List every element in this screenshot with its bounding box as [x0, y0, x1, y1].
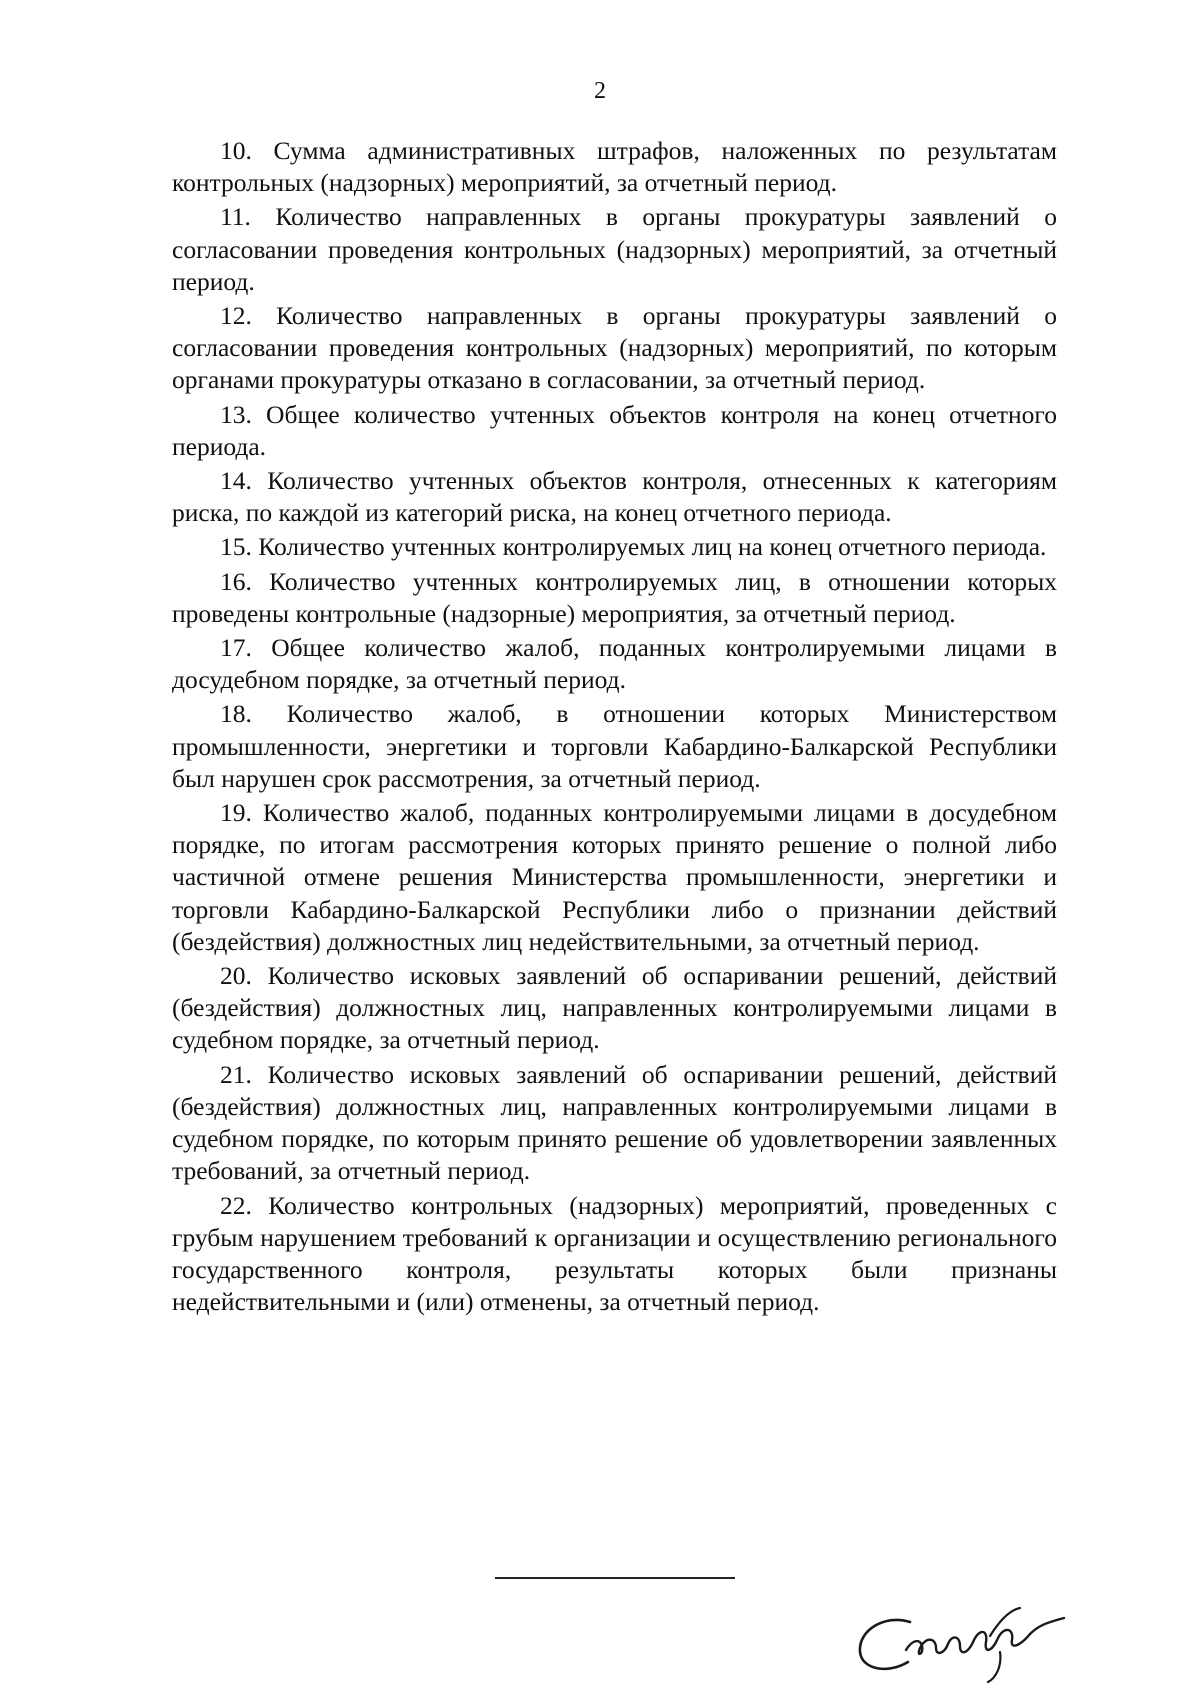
list-item: 15. Количество учтенных контролируемых лиц на конец отчетного периода.	[220, 532, 1047, 562]
list-item: 18. Количество жалоб, в отношении которых Министерством промышленности, энергетики и торговли Кабардино-Балкарской Республики был нарушен срок рассмотрения, за отчетный период.	[172, 699, 1057, 793]
list-item: 13. Общее количество учтенных объектов контроля на конец отчетного периода.	[172, 399, 1057, 461]
list-item: 21. Количество исковых заявлений об оспаривании решений, действий (бездействия) должностных лиц, направленных контролируемыми лицами в судебном порядке, по которым принято решение об удовлетворении заявленных требований, за отчетный период.	[172, 1059, 1057, 1186]
list-item: 14. Количество учтенных объектов контроля, отнесенных к категориям риска, по каждой из категорий риска, на конец отчетного периода.	[172, 466, 1057, 528]
list-item: 12. Количество направленных в органы прокуратуры заявлений о согласовании проведения контрольных (надзорных) мероприятий, по которым органами прокуратуры отказано в согласовании, за отчетный период.	[172, 301, 1057, 395]
list-item: 22. Количество контрольных (надзорных) мероприятий, проведенных с грубым нарушением требований к организации и осуществлению регионального государственного контроля, результаты которых были признаны недействительными и (или) отменены, за отчетный период.	[172, 1190, 1057, 1317]
list-item: 11. Количество направленных в органы прокуратуры заявлений о согласовании проведения контрольных (надзорных) мероприятий, за отчетный период.	[172, 202, 1057, 296]
list-item: 20. Количество исковых заявлений об оспаривании решений, действий (бездействия) должностных лиц, направленных контролируемыми лицами в судебном порядке, за отчетный период.	[172, 961, 1057, 1055]
list-item: 16. Количество учтенных контролируемых лиц, в отношении которых проведены контрольные (надзорные) мероприятия, за отчетный период.	[172, 566, 1057, 628]
page-number: 2	[594, 78, 606, 104]
list-item: 19. Количество жалоб, поданных контролируемыми лицами в досудебном порядке, по итогам рассмотрения которых принято решение о полной либо частичной отмене решения Министерства промышленности, энергетики и торговли Кабардино-Балкарской Республики либо о признании действий (бездействия) должностных лиц недействительными, за отчетный период.	[172, 798, 1057, 956]
list-item: 17. Общее количество жалоб, поданных контролируемыми лицами в досудебном порядке, за отчетный период.	[172, 633, 1057, 695]
list-item: 10. Сумма административных штрафов, наложенных по результатам контрольных (надзорных) мероприятий, за отчетный период.	[172, 136, 1057, 198]
handwritten-signature-icon	[850, 1600, 1080, 1685]
separator-line	[495, 1577, 735, 1579]
document-body	[172, 135, 1057, 1320]
